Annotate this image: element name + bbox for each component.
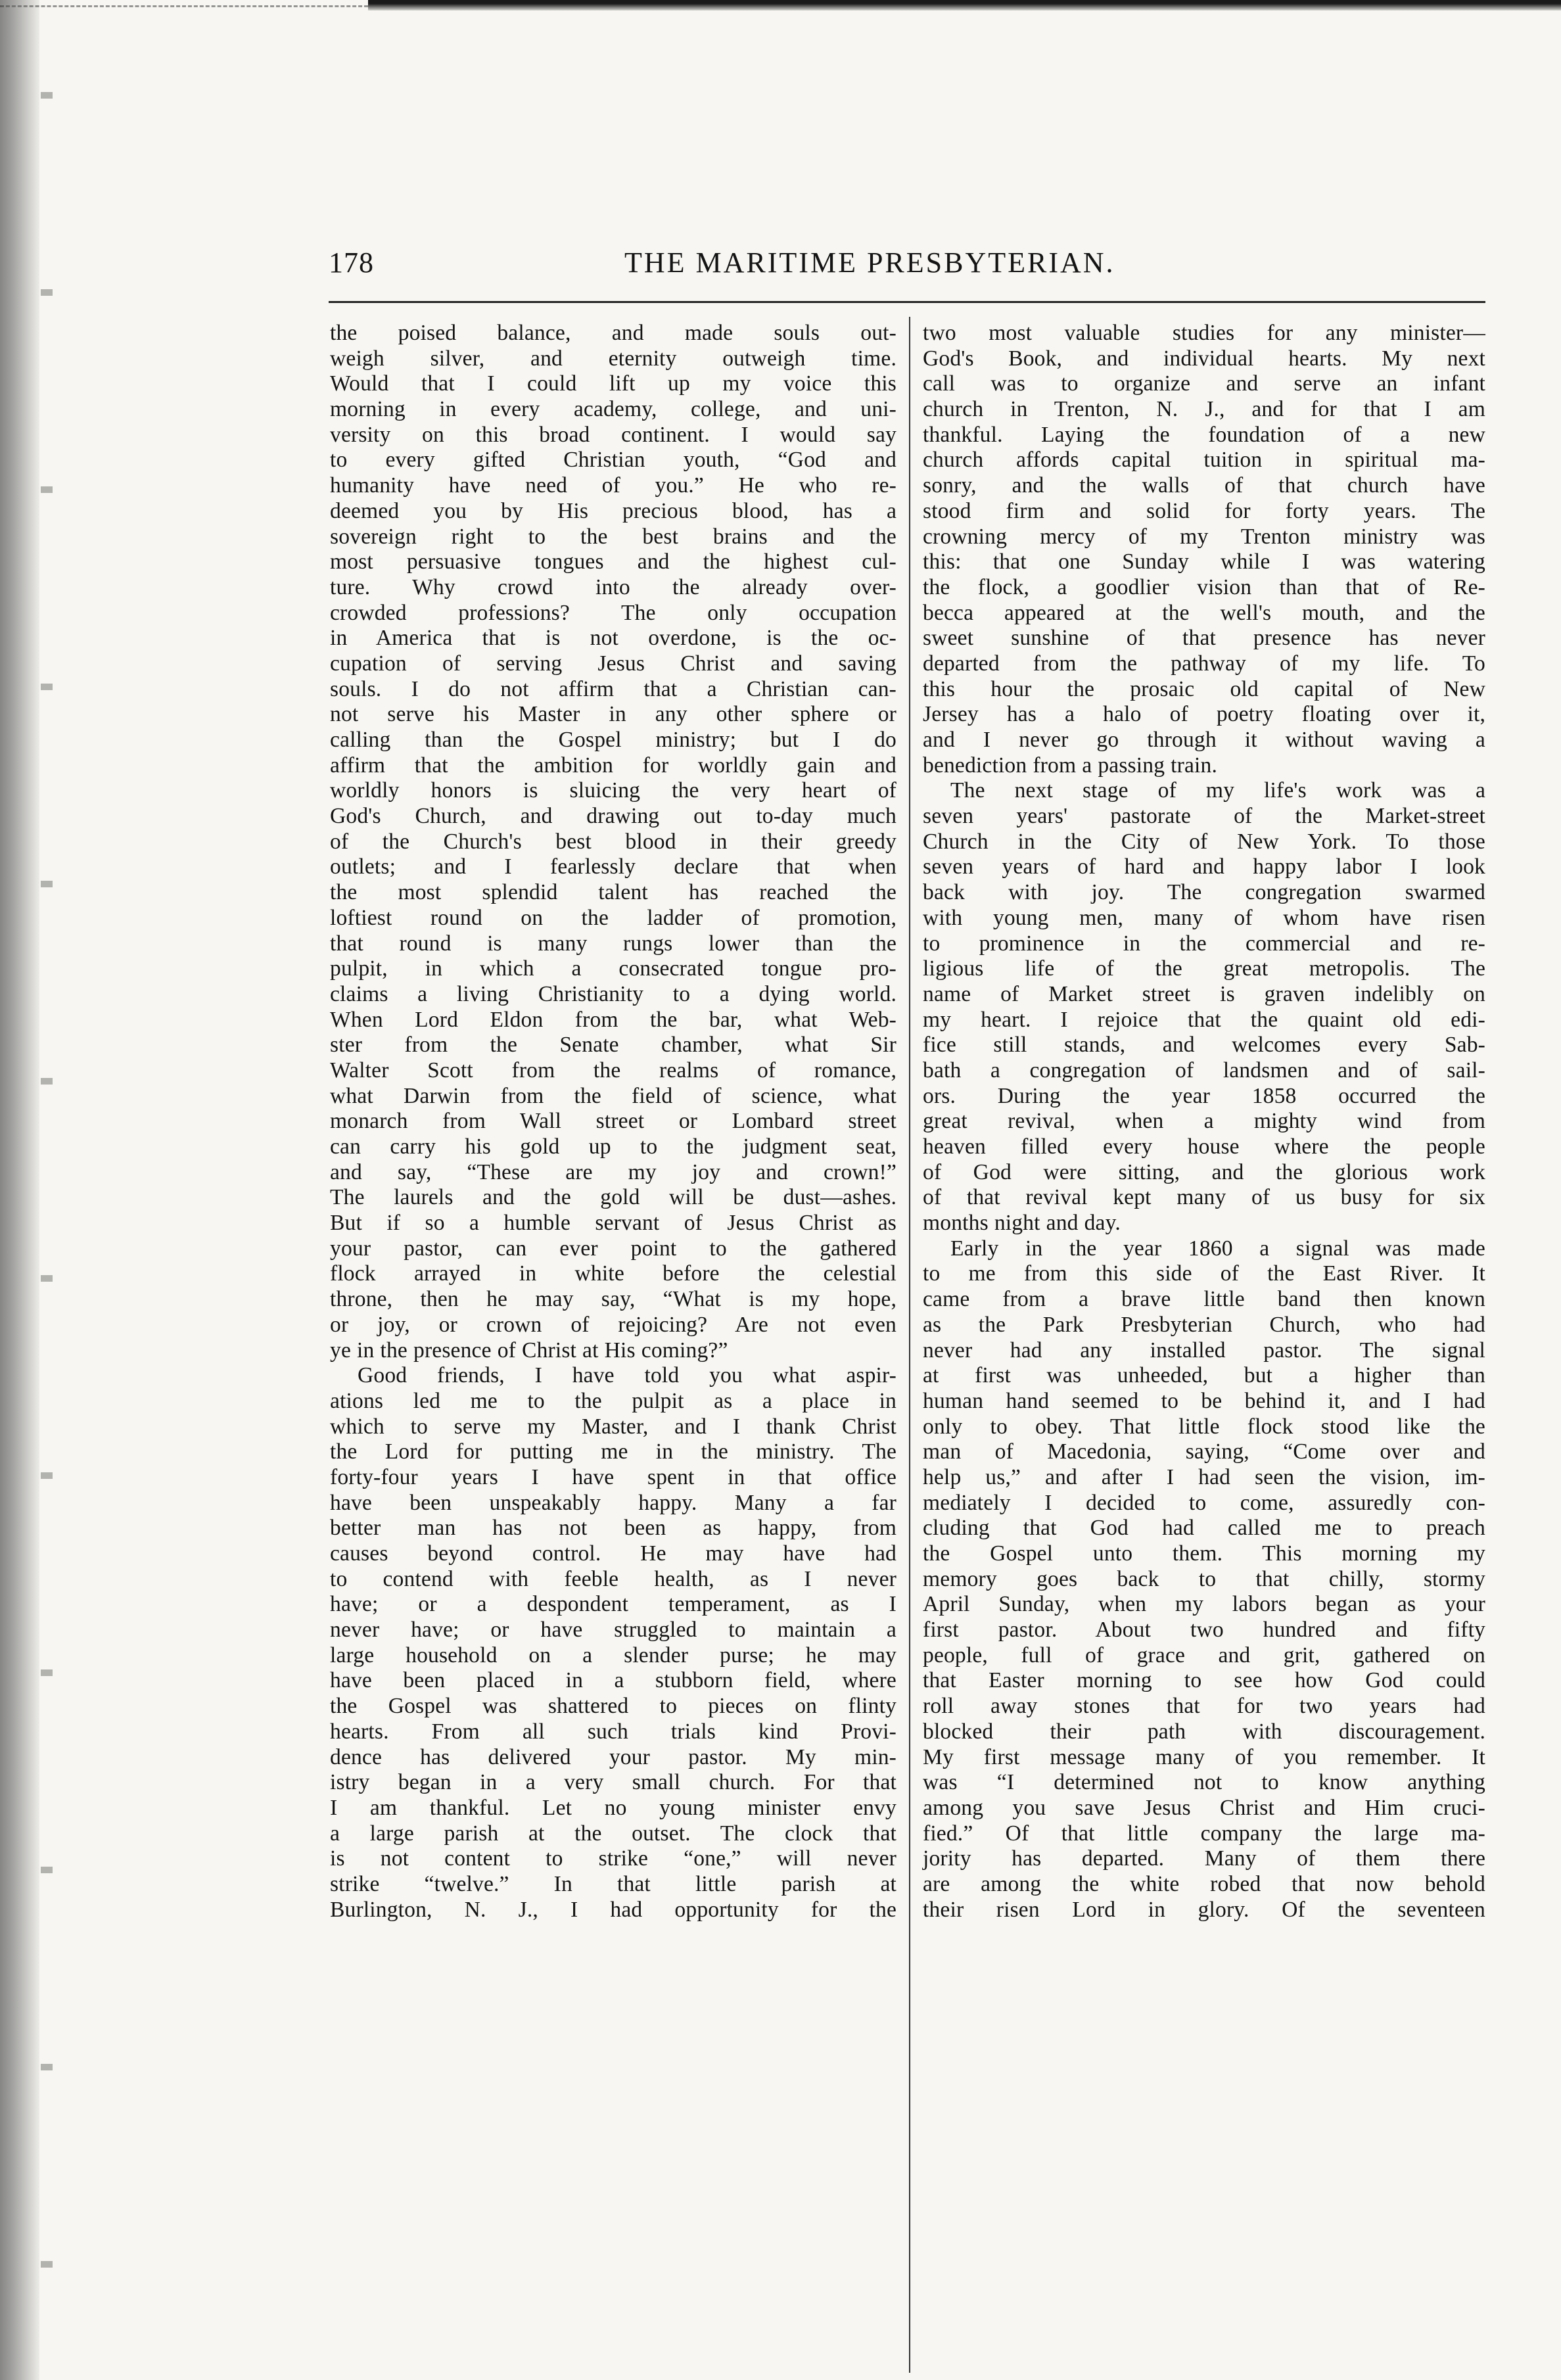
text-line: that Easter morning to see how God could (923, 1668, 1485, 1693)
text-line: of the Church's best blood in their greedy (330, 829, 897, 854)
text-line: the Gospel was shattered to pieces on flinty (330, 1694, 897, 1719)
text-line: that round is many rungs lower than the (330, 931, 897, 956)
text-line: ture. Why crowd into the already over- (330, 574, 897, 599)
text-line: affirm that the ambition for worldly gain and (330, 753, 897, 778)
text-line: cluding that God had called me to preach (923, 1516, 1485, 1541)
text-line: which to serve my Master, and I thank Christ (330, 1414, 897, 1439)
text-line: stood firm and solid for forty years. The (923, 498, 1485, 523)
text-line: monarch from Wall street or Lombard street (330, 1109, 897, 1134)
text-line: in America that is not overdone, is the oc- (330, 626, 897, 651)
text-line: crowded professions? The only occupation (330, 600, 897, 625)
text-line: are among the white robed that now behold (923, 1871, 1485, 1896)
text-line: have been unspeakably happy. Many a far (330, 1490, 897, 1515)
text-line: sovereign right to the best brains and the (330, 524, 897, 549)
text-line: this hour the prosaic old capital of New (923, 676, 1485, 701)
text-line: never had any installed pastor. The signal (923, 1338, 1485, 1363)
text-line: ations led me to the pulpit as a place in (330, 1388, 897, 1413)
text-line: among you save Jesus Christ and Him cruci- (923, 1795, 1485, 1820)
text-line: weigh silver, and eternity outweigh time. (330, 346, 897, 371)
text-line: thankful. Laying the foundation of a new (923, 422, 1485, 447)
text-line: But if so a humble servant of Jesus Christ as (330, 1211, 897, 1236)
text-line: first pastor. About two hundred and fifty (923, 1618, 1485, 1643)
journal-title: THE MARITIME PRESBYTERIAN. (624, 246, 1115, 279)
text-line: crowning mercy of my Trenton ministry was (923, 524, 1485, 549)
text-line: seven years' pastorate of the Market-street (923, 804, 1485, 829)
text-line: only to obey. That little flock stood like the (923, 1414, 1485, 1439)
scan-top-edge (368, 0, 1561, 11)
text-line: I am thankful. Let no young minister envy (330, 1795, 897, 1820)
text-line: my heart. I rejoice that the quaint old edi- (923, 1007, 1485, 1032)
text-line: calling than the Gospel ministry; but I do (330, 728, 897, 752)
text-line: of that revival kept many of us busy for six (923, 1185, 1485, 1210)
text-line: great revival, when a mighty wind from (923, 1109, 1485, 1134)
text-line: is not content to strike “one,” will never (330, 1846, 897, 1871)
text-line: was “I determined not to know anything (923, 1770, 1485, 1795)
text-line: istry began in a very small church. For that (330, 1770, 897, 1795)
text-line: souls. I do not affirm that a Christian can- (330, 676, 897, 701)
text-line: large household on a slender purse; he may (330, 1643, 897, 1668)
text-line: months night and day. (923, 1211, 1121, 1236)
text-line: most persuasive tongues and the highest cul- (330, 549, 897, 574)
text-line: the Lord for putting me in the ministry. The (330, 1439, 897, 1464)
text-line: claims a living Christianity to a dying world. (330, 981, 897, 1006)
text-line: blocked their path with discouragement. (923, 1719, 1485, 1744)
text-line: deemed you by His precious blood, has a (330, 498, 897, 523)
text-line: this: that one Sunday while I was watering (923, 549, 1485, 574)
text-line: back with joy. The congregation swarmed (923, 880, 1485, 905)
text-line: pulpit, in which a consecrated tongue pro- (330, 956, 897, 981)
text-line: ster from the Senate chamber, what Sir (330, 1033, 897, 1058)
text-line: at first was unheeded, but a higher than (923, 1363, 1485, 1388)
text-line: strike “twelve.” In that little parish at (330, 1871, 897, 1896)
text-line: bath a congregation of landsmen and of sail- (923, 1058, 1485, 1083)
text-line: two most valuable studies for any minister— (923, 321, 1485, 345)
text-line: The next stage of my life's work was a (950, 778, 1485, 803)
text-line: a large parish at the outset. The clock that (330, 1821, 897, 1846)
text-line: April Sunday, when my labors began as your (923, 1592, 1485, 1617)
text-line: When Lord Eldon from the bar, what Web- (330, 1007, 897, 1032)
text-line: have; or a despondent temperament, as I (330, 1592, 897, 1617)
text-line: cupation of serving Jesus Christ and saving (330, 651, 897, 676)
text-line: dence has delivered your pastor. My min- (330, 1744, 897, 1769)
text-line: not serve his Master in any other sphere or (330, 702, 897, 727)
text-line: hearts. From all such trials kind Provi- (330, 1719, 897, 1744)
text-line: Burlington, N. J., I had opportunity for the (330, 1897, 897, 1922)
left-column (330, 321, 897, 1923)
text-line: church in Trenton, N. J., and for that I am (923, 397, 1485, 422)
text-line: versity on this broad continent. I would say (330, 422, 897, 447)
text-line: the most splendid talent has reached the (330, 880, 897, 905)
text-line: people, full of grace and grit, gathered on (923, 1643, 1485, 1668)
text-line: ors. During the year 1858 occurred the (923, 1083, 1485, 1108)
running-head (329, 242, 1485, 284)
text-line: and I never go through it without waving a (923, 728, 1485, 752)
text-line: Early in the year 1860 a signal was made (950, 1236, 1485, 1261)
text-line: fied.” Of that little company the large ma- (923, 1821, 1485, 1846)
text-line: to every gifted Christian youth, “God and (330, 448, 897, 473)
text-line: morning in every academy, college, and uni- (330, 397, 897, 422)
text-line: becca appeared at the well's mouth, and the (923, 600, 1485, 625)
text-line: human hand seemed to be behind it, and I had (923, 1388, 1485, 1413)
text-line: call was to organize and serve an infant (923, 371, 1485, 396)
text-line: forty-four years I have spent in that office (330, 1464, 897, 1489)
text-line: God's Book, and individual hearts. My next (923, 346, 1485, 371)
text-line: flock arrayed in white before the celestial (330, 1261, 897, 1286)
right-column (923, 321, 1485, 1923)
text-line: Jersey has a halo of poetry floating over it, (923, 702, 1485, 727)
text-line: sonry, and the walls of that church have (923, 473, 1485, 498)
text-line: have been placed in a stubborn field, where (330, 1668, 897, 1693)
text-line: help us,” and after I had seen the vision, im- (923, 1464, 1485, 1489)
text-line: My first message many of you remember. It (923, 1744, 1485, 1769)
text-line: seven years of hard and happy labor I look (923, 854, 1485, 879)
text-line: and say, “These are my joy and crown!” (330, 1159, 897, 1184)
text-line: humanity have need of you.” He who re- (330, 473, 897, 498)
text-line: Walter Scott from the realms of romance, (330, 1058, 897, 1083)
text-line: fice still stands, and welcomes every Sab- (923, 1033, 1485, 1058)
page-number: 178 (329, 246, 374, 279)
text-line: ligious life of the great metropolis. The (923, 956, 1485, 981)
text-line: church affords capital tuition in spiritual ma- (923, 448, 1485, 473)
text-line: to contend with feeble health, as I never (330, 1566, 897, 1591)
text-line: can carry his gold up to the judgment seat, (330, 1134, 897, 1159)
text-line: to prominence in the commercial and re- (923, 931, 1485, 956)
text-line: throne, then he may say, “What is my hope, (330, 1287, 897, 1312)
text-line: name of Market street is graven indelibly on (923, 981, 1485, 1006)
text-line: of God were sitting, and the glorious work (923, 1159, 1485, 1184)
text-line: sweet sunshine of that presence has never (923, 626, 1485, 651)
text-line: loftiest round on the ladder of promotion, (330, 905, 897, 930)
text-line: came from a brave little band then known (923, 1287, 1485, 1312)
text-line: or joy, or crown of rejoicing? Are not even (330, 1312, 897, 1337)
text-line: what Darwin from the field of science, what (330, 1083, 897, 1108)
column-divider (909, 317, 910, 2373)
text-line: better man has not been as happy, from (330, 1516, 897, 1541)
text-line: benediction from a passing train. (923, 753, 1218, 778)
scan-left-edge (0, 0, 39, 2380)
text-line: outlets; and I fearlessly declare that when (330, 854, 897, 879)
text-line: The laurels and the gold will be dust—ashes. (330, 1185, 897, 1210)
text-line: man of Macedonia, saying, “Come over and (923, 1439, 1485, 1464)
text-line: ye in the presence of Christ at His coming?” (330, 1338, 728, 1363)
text-line: Would that I could lift up my voice this (330, 371, 897, 396)
text-line: never have; or have struggled to maintain a (330, 1618, 897, 1643)
text-line: with young men, many of whom have risen (923, 905, 1485, 930)
text-line: memory goes back to that chilly, stormy (923, 1566, 1485, 1591)
text-line: God's Church, and drawing out to-day much (330, 804, 897, 829)
text-line: causes beyond control. He may have had (330, 1541, 897, 1566)
text-line: Church in the City of New York. To those (923, 829, 1485, 854)
header-rule (329, 301, 1485, 303)
text-line: the poised balance, and made souls out- (330, 321, 897, 345)
text-line: worldly honors is sluicing the very heart of (330, 778, 897, 803)
text-line: as the Park Presbyterian Church, who had (923, 1312, 1485, 1337)
text-line: your pastor, can ever point to the gathered (330, 1236, 897, 1261)
text-line: the Gospel unto them. This morning my (923, 1541, 1485, 1566)
text-line: heaven filled every house where the people (923, 1134, 1485, 1159)
scan-top-mark (0, 5, 368, 10)
text-line: the flock, a goodlier vision than that of Re- (923, 574, 1485, 599)
text-line: roll away stones that for two years had (923, 1694, 1485, 1719)
scan-left-specks (41, 0, 53, 2380)
text-line: mediately I decided to come, assuredly con- (923, 1490, 1485, 1515)
text-line: departed from the pathway of my life. To (923, 651, 1485, 676)
text-line: Good friends, I have told you what aspir- (358, 1363, 897, 1388)
text-line: their risen Lord in glory. Of the seventeen (923, 1897, 1485, 1922)
text-line: jority has departed. Many of them there (923, 1846, 1485, 1871)
text-line: to me from this side of the East River. It (923, 1261, 1485, 1286)
